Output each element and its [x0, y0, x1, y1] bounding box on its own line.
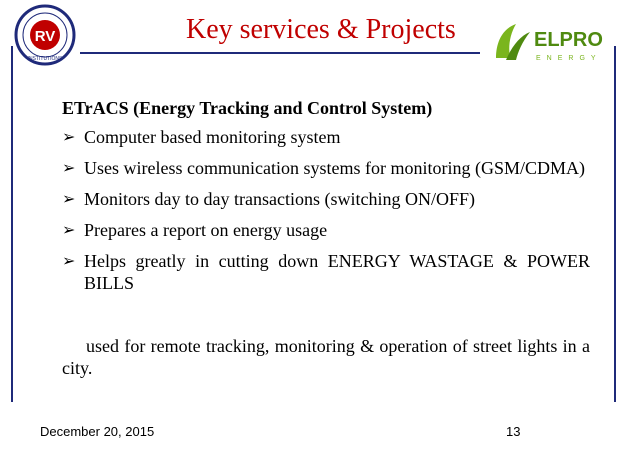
- arrow-bullet-icon: ➢: [62, 158, 76, 177]
- title-underline: [80, 52, 480, 54]
- bullet-text: Prepares a report on energy usage: [84, 220, 328, 240]
- arrow-bullet-icon: ➢: [62, 220, 76, 239]
- left-border-rule: [11, 46, 13, 402]
- arrow-bullet-icon: ➢: [62, 189, 76, 208]
- elpro-brand-text: ELPRO: [534, 29, 603, 51]
- bullet-text: Uses wireless communication systems for monitoring (GSM/CDMA): [84, 158, 585, 178]
- page-number: 13: [506, 424, 521, 439]
- bullet-text: Helps greatly in cutting down ENERGY WASTAGE & POWER BILLS: [84, 251, 590, 293]
- bullet-text: Monitors day to day transactions (switching ON/OFF): [84, 189, 475, 209]
- arrow-bullet-icon: ➢: [62, 251, 76, 270]
- elpro-tagline-text: ENERGY: [536, 55, 602, 62]
- arrow-bullet-icon: ➢: [62, 127, 76, 146]
- elpro-energy-logo-icon: [490, 18, 618, 66]
- section-heading: ETrACS (Energy Tracking and Control System): [62, 98, 433, 118]
- bullet-list: [62, 126, 590, 303]
- rv-logo-ring-text: INSTITUTIONS: [27, 56, 63, 62]
- list-item: [62, 250, 590, 294]
- list-item: [62, 188, 590, 210]
- summary-note: used for remote tracking, monitoring & operation of street lights in a city.: [62, 336, 590, 378]
- rv-logo-letters: RV: [34, 28, 56, 45]
- list-item: [62, 126, 590, 148]
- rv-institutions-logo-icon: [14, 4, 76, 66]
- bullet-text: Computer based monitoring system: [84, 127, 341, 147]
- list-item: [62, 219, 590, 241]
- right-border-rule: [614, 46, 616, 402]
- footer-date: December 20, 2015: [40, 424, 155, 439]
- slide-title: Key services & Projects: [186, 14, 456, 45]
- list-item: [62, 157, 590, 179]
